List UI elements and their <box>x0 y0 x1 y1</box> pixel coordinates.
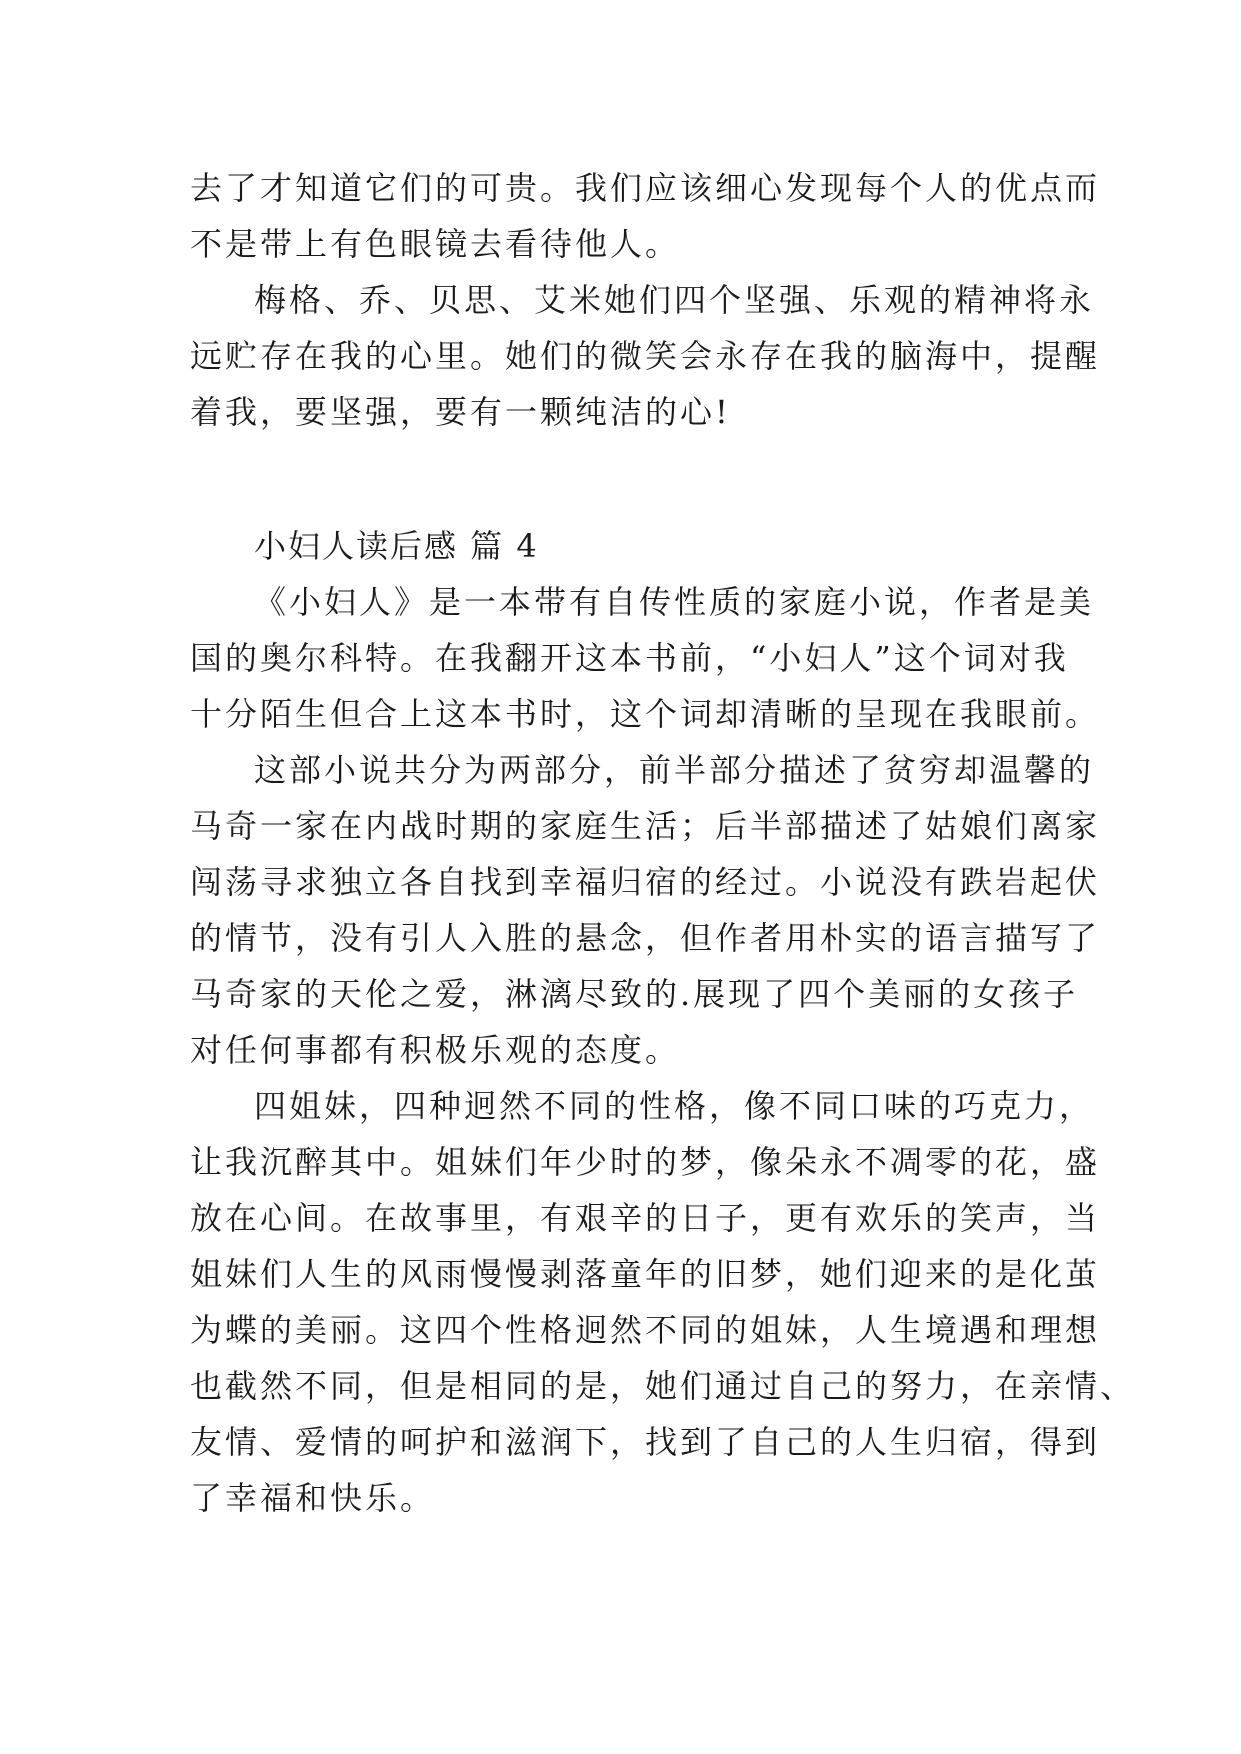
text-line: 梅格、乔、贝思、艾米她们四个坚强、乐观的精神将永 <box>254 281 1095 319</box>
text-line: 马奇家的天伦之爱，淋漓尽致的.展现了四个美丽的女孩子 <box>190 975 1079 1013</box>
text-line: 姐妹们人生的风雨慢慢剥落童年的旧梦，她们迎来的是化茧 <box>190 1255 1101 1293</box>
text-line: 对任何事都有积极乐观的态度。 <box>190 1031 681 1069</box>
document-page <box>190 160 1136 1526</box>
paragraph-3 <box>190 574 1101 742</box>
text-line: 马奇一家在内战时期的家庭生活；后半部描述了姑娘们离家 <box>190 807 1101 845</box>
text-line: 的情节，没有引人入胜的悬念，但作者用朴实的语言描写了 <box>190 919 1101 957</box>
text-line: 放在心间。在故事里，有艰辛的日子，更有欢乐的笑声，当 <box>190 1199 1101 1237</box>
section-heading: 小妇人读后感 篇 4 <box>254 527 539 565</box>
text-line: 这部小说共分为两部分，前半部分描述了贫穷却温馨的 <box>254 751 1095 789</box>
paragraph-1 <box>190 160 1101 272</box>
text-line: 《小妇人》是一本带有自传性质的家庭小说，作者是美 <box>254 583 1095 621</box>
text-line: 去了才知道它们的可贵。我们应该细心发现每个人的优点而 <box>190 169 1101 207</box>
text-line: 远贮存在我的心里。她们的微笑会永存在我的脑海中，提醒 <box>190 337 1101 375</box>
text-line: 十分陌生但合上这本书时，这个词却清晰的呈现在我眼前。 <box>190 695 1101 733</box>
text-line: 让我沉醉其中。姐妹们年少时的梦，像朵永不凋零的花，盛 <box>190 1143 1101 1181</box>
paragraph-5 <box>190 1078 1136 1526</box>
paragraph-4 <box>190 742 1101 1078</box>
text-line: 不是带上有色眼镜去看待他人。 <box>190 225 681 263</box>
text-line: 也截然不同，但是相同的是，她们通过自己的努力，在亲情、 <box>190 1367 1136 1405</box>
text-line: 国的奥尔科特。在我翻开这本书前，“小妇人”这个词对我 <box>190 639 1069 677</box>
text-line: 闯荡寻求独立各自找到幸福归宿的经过。小说没有跌岩起伏 <box>190 863 1101 901</box>
text-line: 了幸福和快乐。 <box>190 1479 436 1517</box>
text-line: 为蝶的美丽。这四个性格迥然不同的姐妹，人生境遇和理想 <box>190 1311 1101 1349</box>
text-line: 友情、爱情的呵护和滋润下，找到了自己的人生归宿，得到 <box>190 1423 1101 1461</box>
text-line: 着我，要坚强，要有一颗纯洁的心! <box>190 393 731 431</box>
text-line: 四姐妹，四种迥然不同的性格，像不同口味的巧克力， <box>254 1087 1095 1125</box>
paragraph-2 <box>190 272 1101 440</box>
